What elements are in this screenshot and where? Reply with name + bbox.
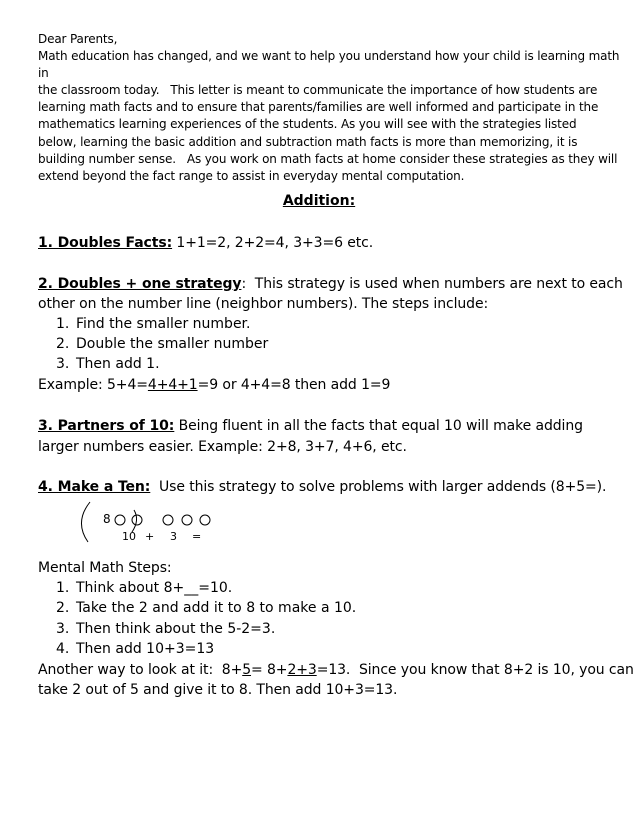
strategy-doubles-facts	[38, 233, 628, 253]
diagram-ten-label: 10	[122, 530, 136, 543]
grouping-arc-right	[132, 510, 137, 532]
list-item: 1. Think about 8+__=10.	[56, 580, 233, 596]
another-way-line-2: take 2 out of 5 and give it to 8. Then add 10+3=13.	[38, 682, 398, 698]
intro-line: the classroom today. This letter is meant to communicate the importance of how students are	[38, 83, 598, 98]
strategy-partners-of-10	[38, 416, 628, 436]
counter-circle	[115, 515, 125, 525]
mental-math-heading: Mental Math Steps:	[38, 560, 172, 576]
strategy-title: 1. Doubles Facts:	[38, 235, 173, 251]
strategy-make-a-ten	[38, 477, 628, 497]
grouping-arc-left	[81, 502, 90, 542]
list-item: 1. Find the smaller number.	[56, 316, 251, 332]
strategy-text-line: other on the number line (neighbor numbers). The steps include:	[38, 296, 489, 312]
intro-line: mathematics learning experiences of the students. As you will see with the strategies listed	[38, 117, 577, 132]
strategy-text: : This strategy is used when numbers are next to each	[241, 276, 623, 292]
counter-circle	[200, 515, 210, 525]
counter-circle	[182, 515, 192, 525]
intro-line: extend beyond the fact range to assist in everyday mental computation.	[38, 168, 465, 183]
list-item: 3. Then think about the 5-2=3.	[56, 621, 276, 637]
example-line: Example: 5+4=4+4+1=9 or 4+4=8 then add 1=9	[38, 377, 391, 393]
list-item: 2. Double the smaller number	[56, 336, 269, 352]
strategy-text-line: larger numbers easier. Example: 2+8, 3+7, 4+6, etc.	[38, 439, 407, 455]
list-item: 2. Take the 2 and add it to 8 to make a 10.	[56, 600, 357, 616]
another-way-line: Another way to look at it: 8+5= 8+2+3=13. Since you know that 8+2 is 10, you can	[38, 662, 634, 678]
strategy-text: Being fluent in all the facts that equal 10 will make adding	[174, 418, 583, 434]
list-item: 3. Then add 1.	[56, 356, 160, 372]
strategy-doubles-plus-one	[38, 274, 628, 294]
intro-paragraph	[38, 31, 628, 185]
intro-line: below, learning the basic addition and subtraction math facts is more than memorizing, it is	[38, 134, 578, 149]
diagram-plus-label: +	[145, 530, 155, 543]
strategy-text: Use this strategy to solve problems with larger addends (8+5=).	[150, 479, 607, 495]
counter-circle	[163, 515, 173, 525]
greeting: Dear Parents,	[38, 32, 118, 46]
list-item: 4. Then add 10+3=13	[56, 641, 215, 657]
intro-line: learning math facts and to ensure that parents/families are well informed and participate in the	[38, 100, 599, 115]
intro-line: building number sense. As you work on math facts at home consider these strategies as they will	[38, 151, 618, 166]
make-a-ten-diagram	[70, 500, 230, 550]
addition-heading: Addition:	[282, 193, 356, 209]
diagram-three-label: 3	[170, 530, 177, 543]
strategy-title: 2. Doubles + one strategy	[38, 276, 242, 292]
diagram-equals-label: =	[192, 530, 202, 543]
strategy-title: 3. Partners of 10:	[38, 418, 175, 434]
strategy-text: 1+1=2, 2+2=4, 3+3=6 etc.	[172, 235, 374, 251]
intro-line: Math education has changed, and we want to help you understand how your child is learning math in	[38, 49, 620, 81]
strategy-title: 4. Make a Ten:	[38, 479, 151, 495]
diagram-eight-label: 8	[103, 512, 111, 526]
